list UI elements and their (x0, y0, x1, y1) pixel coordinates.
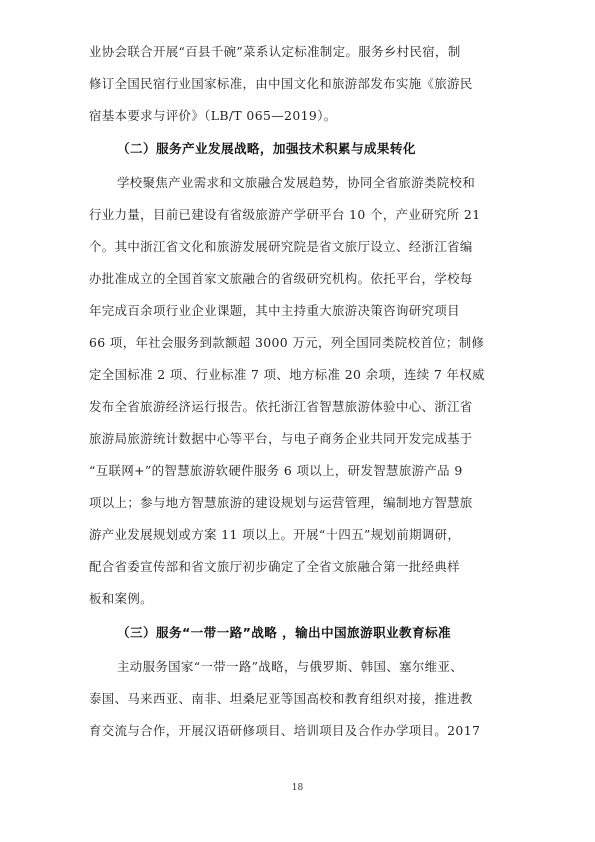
paragraph-line: 板和案例。 (89, 591, 153, 606)
paragraph-line: 办批准成立的全国首家文旅融合的省级研究机构。依托平台，学校每 (89, 271, 473, 286)
paragraph-line: 旅游局旅游统计数据中心等平台，与电子商务企业共同开发完成基于 (89, 431, 473, 446)
paragraph-line: 年完成百余项行业企业课题，其中主持重大旅游决策咨询研究项目 (89, 303, 460, 318)
paragraph-line: 个。其中浙江省文化和旅游发展研究院是省文旅厅设立、经浙江省编 (89, 239, 473, 254)
paragraph-line: 主动服务国家“一带一路”战略，与俄罗斯、韩国、塞尔维亚、 (117, 659, 464, 674)
paragraph-line: 66 项，年社会服务到款额超 3000 万元，列全国同类院校首位；制修 (89, 335, 485, 350)
paragraph-line: 项以上；参与地方智慧旅游的建设规划与运营管理，编制地方智慧旅 (89, 495, 473, 510)
paragraph-line: 业协会联合开展“百县千碗”菜系认定标准制定。服务乡村民宿，制 (89, 44, 461, 59)
paragraph-line: 配合省委宣传部和省文旅厅初步确定了全省文旅融合第一批经典样 (89, 559, 460, 574)
paragraph-line: “互联网+”的智慧旅游软硬件服务 6 项以上，研发智慧旅游产品 9 (89, 463, 463, 478)
page-number: 18 (291, 783, 304, 793)
paragraph-line: 游产业发展规划或方案 11 项以上。开展“十四五”规划前期调研， (89, 527, 461, 542)
paragraph-line: 宿基本要求与评价》（LB/T 065—2019）。 (89, 108, 337, 123)
paragraph-line: 行业力量，目前已建设有省级旅游产学研平台 10 个，产业研究所 21 (89, 207, 481, 222)
section-heading: （三）服务“一带一路”战略 ，输出中国旅游职业教育标准 (117, 625, 451, 640)
paragraph-line: 泰国、马来西亚、南非、坦桑尼亚等国高校和教育组织对接，推进教 (89, 691, 473, 706)
paragraph-line: 定全国标准 2 项、行业标准 7 项、地方标准 20 余项，连续 7 年权威 (89, 367, 485, 382)
paragraph-line: 发布全省旅游经济运行报告。依托浙江省智慧旅游体验中心、浙江省 (89, 399, 473, 414)
paragraph-line: 育交流与合作，开展汉语研修项目、培训项目及合作办学项目。2017 (89, 723, 481, 738)
paragraph-line: 学校聚焦产业需求和文旅融合发展趋势，协同全省旅游类院校和 (117, 175, 476, 190)
paragraph-line: 修订全国民宿行业国家标准，由中国文化和旅游部发布实施《旅游民 (89, 76, 473, 91)
section-heading: （二）服务产业发展战略，加强技术积累与成果转化 (117, 141, 416, 156)
